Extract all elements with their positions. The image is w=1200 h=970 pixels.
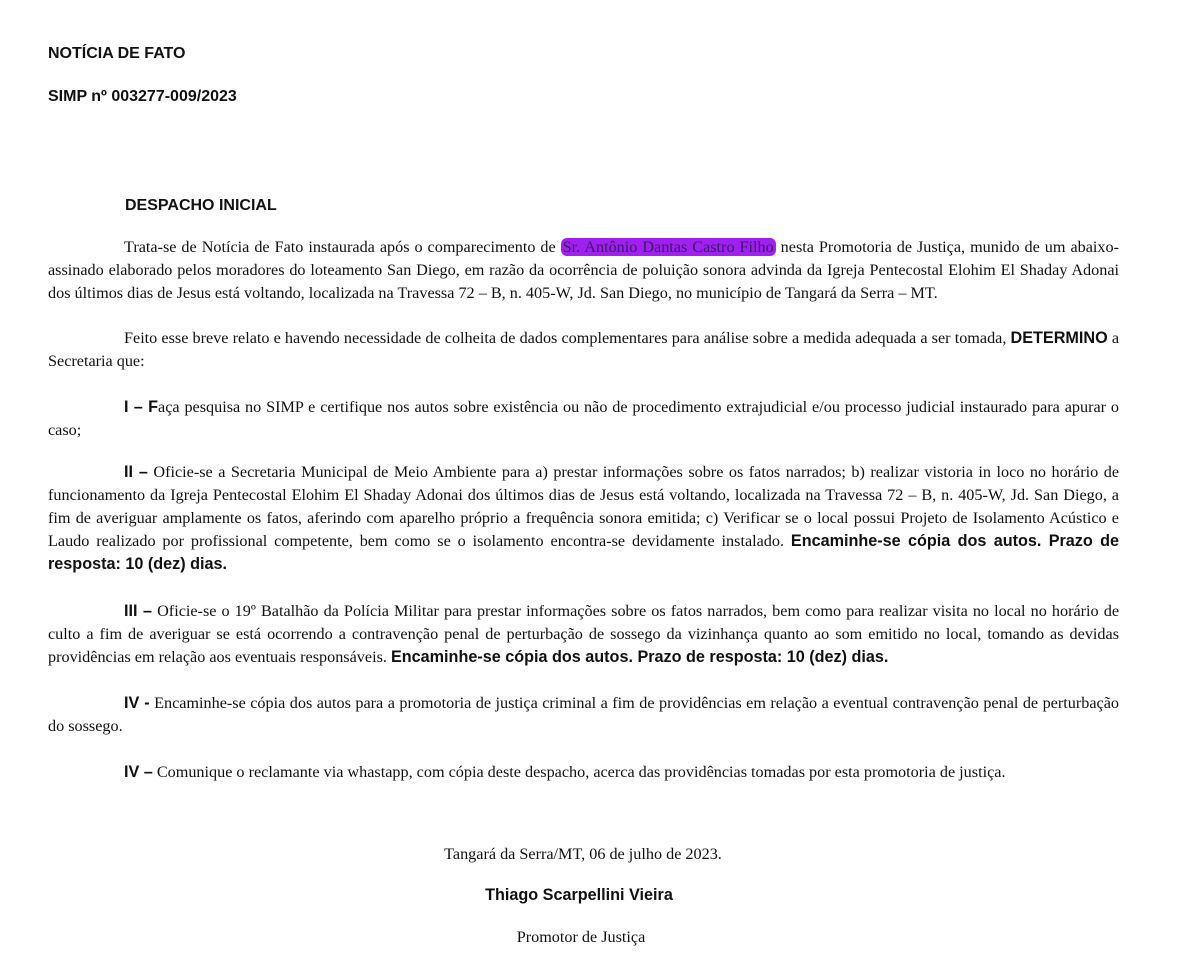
section-title: DESPACHO INICIAL: [125, 197, 277, 214]
paragraph-determination: [48, 327, 1119, 373]
item-5-text: Comunique o reclamante via whastapp, com cópia deste despacho, acerca das providências tomadas por esta promotoria de justiça.: [152, 763, 1006, 781]
item-1-label: I – F: [124, 398, 159, 416]
intro-text-before: Trata-se de Notícia de Fato instaurada após o comparecimento de: [124, 238, 561, 256]
item-1: [48, 396, 1119, 442]
item-4-text: Encaminhe-se cópia dos autos para a promotoria de justiça criminal a fim de providências em relação a eventual contravenção penal de perturbação do sossego.: [48, 694, 1119, 735]
item-3: [48, 600, 1119, 669]
highlighted-name: Sr. Antônio Dantas Castro Filho: [562, 238, 774, 256]
item-2-deadline: Encaminhe-se cópia dos autos. Prazo de resposta: 10 (dez) dias.: [48, 532, 1119, 573]
item-2: [48, 461, 1119, 576]
item-4: [48, 692, 1119, 738]
determination-after: a Secretaria que:: [48, 329, 1119, 370]
item-2-label: II –: [124, 463, 148, 481]
item-3-deadline: Encaminhe-se cópia dos autos. Prazo de resposta: 10 (dez) dias.: [390, 648, 889, 666]
determination-text: Feito esse breve relato e havendo necessidade de colheita de dados complementares para análise sobre a medida adequada a ser tomada,: [124, 329, 1011, 347]
place-date: Tangará da Serra/MT, 06 de julho de 2023.: [444, 845, 722, 863]
paragraph-intro: [48, 236, 1119, 305]
signatory-name: Thiago Scarpellini Vieira: [485, 886, 673, 904]
item-5-label: IV –: [124, 763, 153, 781]
item-4-label: IV -: [124, 694, 150, 712]
intro-text-after: nesta Promotoria de Justiça, munido de um abaixo-assinado elaborado pelos moradores do loteamento San Diego, em razão da ocorrência de poluição sonora advinda da Igreja Pentecostal Elohim El Shaday Adonai dos últimos dias de Jesus está voltando, localizada na Travessa 72 – B, n. 405-W, Jd. San Diego, no município de Tangará da Serra – MT.: [48, 238, 1119, 302]
item-5: [48, 761, 1119, 784]
document-type: NOTÍCIA DE FATO: [48, 45, 186, 62]
determination-bold: DETERMINO: [1010, 329, 1108, 347]
simp-number: SIMP nº 003277-009/2023: [48, 88, 237, 105]
item-2-text: Oficie-se a Secretaria Municipal de Meio Ambiente para a) prestar informações sobre os fatos narrados; b) realizar vistoria in loco no horário de funcionamento da Igreja Pentecostal Elohim El Shaday Adonai dos últimos dias de Jesus está voltando, localizada na Travessa 72 – B, n. 405-W, Jd. San Diego, a fim de averiguar amplamente os fatos, aferindo com aparelho próprio a frequência sonora emitida; c) Verificar se o local possui Projeto de Isolamento Acústico e Laudo realizado por profissional competente, bem como se o isolamento encontra-se devidamente instalado.: [48, 463, 1120, 550]
item-3-text: Oficie-se o 19º Batalhão da Polícia Militar para prestar informações sobre os fatos narrados, bem como para realizar visita no local no horário de culto a fim de averiguar se está ocorrendo a contravenção penal de perturbação de sossego da vizinhança quanto ao som emitido no local, tomando as devidas providências em relação aos eventuais responsáveis.: [48, 602, 1119, 666]
item-1-text: aça pesquisa no SIMP e certifique nos autos sobre existência ou não de procedimento extrajudicial e/ou processo judicial instaurado para apurar o caso;: [48, 398, 1120, 439]
signatory-role: Promotor de Justiça: [516, 928, 646, 946]
item-3-label: III –: [124, 602, 153, 620]
